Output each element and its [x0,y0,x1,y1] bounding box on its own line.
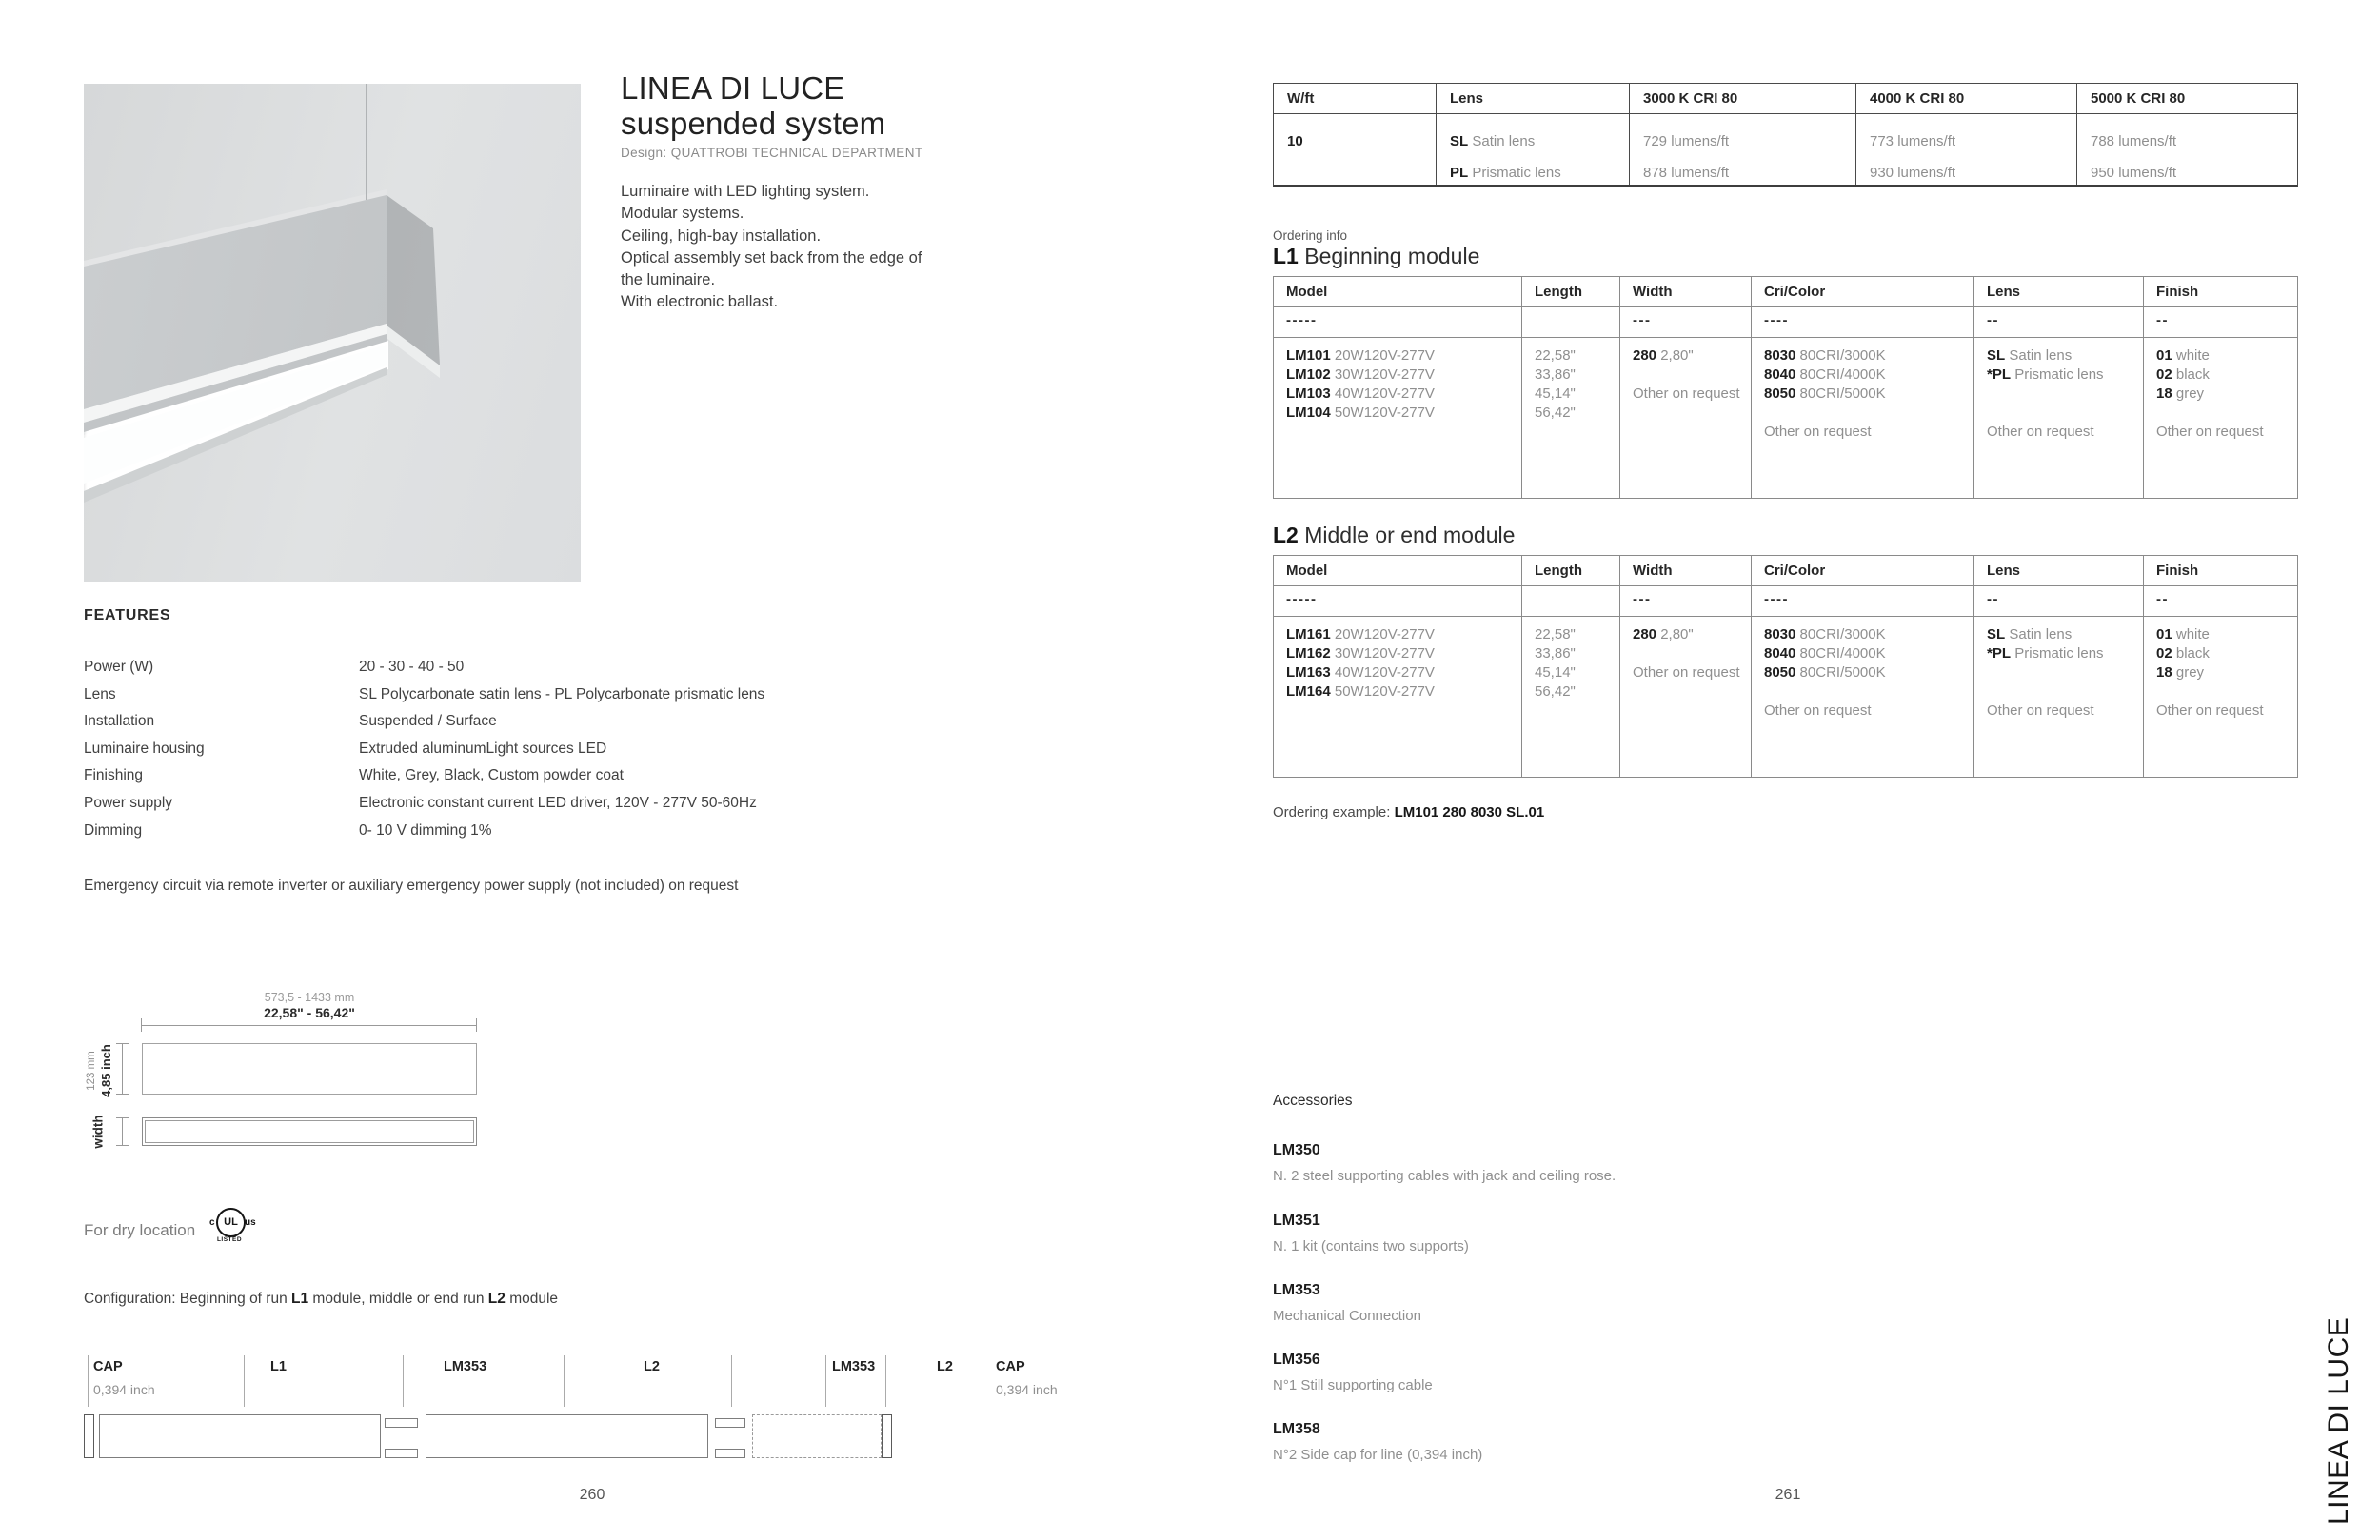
cri-color-cell: 8030 80CRI/3000K 8040 80CRI/4000K 8050 80CRI/5000K Other on request [1752,617,1974,777]
dash-cell [1522,307,1620,338]
ul-listed-text: LISTED [216,1236,243,1243]
dimension-tick [116,1043,129,1044]
width-cell: 280 2,80" Other on request [1620,617,1752,777]
config-drawing-connector [715,1449,745,1458]
ul-circle: UL [216,1208,246,1237]
ordering-example: Ordering example: LM101 280 8030 SL.01 [1273,804,1545,820]
column-header: Finish [2144,277,2297,307]
config-divider-line [885,1355,886,1407]
config-divider-line [825,1355,826,1407]
width-cell: 280 2,80" Other on request [1620,338,1752,498]
product-description [621,181,922,314]
accessory-code: LM351 [1273,1213,1320,1229]
config-drawing-module-l2 [426,1414,708,1458]
lumens-3000k-cell: 729 lumens/ft 878 lumens/ft [1630,114,1856,185]
cri-color-cell: 8030 80CRI/3000K 8040 80CRI/4000K 8050 80CRI/5000K Other on request [1752,338,1974,498]
page-number-left: 260 [579,1487,605,1503]
lens-cell [1437,114,1630,185]
description-line: With electronic ballast. [621,293,779,311]
config-cap-size-right: 0,394 inch [996,1382,1058,1397]
ul-listed-icon [209,1207,257,1249]
config-label-l1: L1 [270,1359,287,1374]
accessory-desc: N. 2 steel supporting cables with jack and ceiling rose. [1273,1168,1616,1184]
lumens-4000k-cell: 773 lumens/ft 930 lumens/ft [1856,114,2077,185]
feature-value: Suspended / Surface [359,713,497,729]
config-drawing-connector [385,1418,418,1428]
feature-label: Lens [84,686,116,702]
column-header: Lens [1974,277,2144,307]
config-divider-line [564,1355,565,1407]
dimension-line [142,1025,477,1026]
config-label-cap-left: CAP [93,1359,123,1374]
watt-cell: 10 [1274,114,1437,185]
config-label-cap-right: CAP [996,1359,1025,1374]
config-drawing-connector [385,1449,418,1458]
column-header: Finish [2144,556,2297,586]
dash-cell: ---- [1752,307,1974,338]
feature-label: Luminaire housing [84,740,205,757]
top-view-inner-frame [145,1120,474,1143]
accessory-code: LM358 [1273,1421,1320,1437]
feature-label: Installation [84,713,155,729]
dash-cell: --- [1620,307,1752,338]
ordering-info-label: Ordering info [1273,228,1348,243]
column-header: Width [1620,556,1752,586]
finish-cell: 01 white 02 black 18 grey Other on request [2156,626,2264,719]
side-vertical-title: LINEA DI LUCE [2323,1316,2354,1525]
width-dimension-line [122,1117,123,1146]
feature-value: White, Grey, Black, Custom powder coat [359,767,624,783]
feature-label: Power supply [84,795,173,811]
config-drawing-module-dashed [752,1414,882,1458]
width-dimension-label: width [90,1115,106,1149]
column-header: Lens [1974,556,2144,586]
config-divider-line [403,1355,404,1407]
column-header: Model [1274,277,1522,307]
top-view-drawing [142,1117,477,1146]
accessory-desc: N°1 Still supporting cable [1273,1377,1433,1393]
feature-value: 20 - 30 - 40 - 50 [359,659,465,675]
height-mm: 123 mm [86,1051,97,1091]
config-cap-size-left: 0,394 inch [93,1382,155,1397]
column-header: Model [1274,556,1522,586]
config-divider-line [88,1355,89,1407]
dash-cell: ----- [1274,586,1522,617]
config-label-l2-a: L2 [644,1359,660,1374]
luminaire-front-face [84,84,581,582]
dash-cell: ---- [1752,586,1974,617]
accessory-desc: N°2 Side cap for line (0,394 inch) [1273,1447,1483,1463]
emergency-note: Emergency circuit via remote inverter or auxiliary emergency power supply (not included) on request [84,878,739,894]
feature-value: 0- 10 V dimming 1% [359,822,492,839]
config-drawing-cap-right [882,1414,892,1458]
feature-label: Power (W) [84,659,154,675]
column-header: Cri/Color [1752,277,1974,307]
config-divider-line [244,1355,245,1407]
dash-cell: --- [1620,586,1752,617]
product-photo [84,84,581,582]
description-line: Luminaire with LED lighting system. [621,183,870,200]
description-line: Ceiling, high-bay installation. [621,227,822,245]
column-header: Lens [1437,84,1630,114]
column-header: Length [1522,556,1620,586]
length-dimension-inch: 22,58" - 56,42" [264,1005,355,1020]
l1-module-heading: L1 Beginning module [1273,244,1480,268]
page-number-right: 261 [1775,1487,1801,1503]
description-line: the luminaire. [621,271,716,289]
height-inch: 4,85 inch [99,1044,113,1097]
features-heading: FEATURES [84,607,171,623]
config-label-l2-b: L2 [937,1359,953,1374]
config-drawing-connector [715,1418,745,1428]
accessory-desc: N. 1 kit (contains two supports) [1273,1238,1469,1254]
lumens-5000k-cell: 788 lumens/ft 950 lumens/ft [2091,133,2177,181]
column-header: Cri/Color [1752,556,1974,586]
product-name: LINEA DI LUCE [621,70,845,106]
side-view-drawing [142,1043,477,1095]
column-header: 4000 K CRI 80 [1856,84,2077,114]
l2-ordering-table [1273,555,2298,778]
dash-cell [1522,586,1620,617]
description-line: Optical assembly set back from the edge of [621,248,922,267]
dash-cell: -- [2144,586,2297,617]
length-cell: 22,58" 33,86" 45,14" 56,42" [1522,617,1620,777]
design-credit: Design: QUATTROBI TECHNICAL DEPARTMENT [621,146,923,160]
ul-c: c [209,1217,215,1228]
accessories-heading: Accessories [1273,1093,1353,1109]
product-subtitle: suspended system [621,106,886,141]
length-cell: 22,58" 33,86" 45,14" 56,42" [1522,338,1620,498]
feature-value: Extruded aluminumLight sources LED [359,740,607,757]
configuration-note: Configuration: Beginning of run L1 module, middle or end run L2 module [84,1291,559,1307]
model-cell: LM161 20W120V-277V LM162 30W120V-277V LM163 40W120V-277V LM164 50W120V-277V [1274,617,1522,777]
accessory-code: LM350 [1273,1142,1320,1158]
suspension-cable [366,84,367,200]
config-drawing-module-l1 [99,1414,381,1458]
height-dimension-line [122,1043,123,1095]
config-label-lm353-a: LM353 [444,1359,487,1374]
l2-module-heading: L2 Middle or end module [1273,523,1516,547]
config-divider-line [731,1355,732,1407]
dimension-tick [476,1018,477,1032]
lumen-output-table [1273,83,2298,187]
ul-us: us [245,1217,256,1228]
l1-ordering-table [1273,276,2298,499]
description-line: Modular systems. [621,205,744,223]
model-cell: LM101 20W120V-277V LM102 30W120V-277V LM103 40W120V-277V LM104 50W120V-277V [1274,338,1522,498]
dry-location-note: For dry location [84,1221,196,1239]
column-header: 3000 K CRI 80 [1630,84,1856,114]
column-header: W/ft [1274,84,1437,114]
dimension-tick [141,1018,142,1032]
dimension-tick [116,1145,129,1146]
dash-cell: ----- [1274,307,1522,338]
column-header: Width [1620,277,1752,307]
lens-option: PL Prismatic lens [1450,165,1561,181]
accessory-desc: Mechanical Connection [1273,1308,1421,1324]
dash-cell: -- [1974,586,2144,617]
feature-value: Electronic constant current LED driver, 120V - 277V 50-60Hz [359,795,757,811]
config-label-lm353-b: LM353 [832,1359,876,1374]
accessory-code: LM356 [1273,1352,1320,1368]
finish-cell: 01 white 02 black 18 grey Other on request [2156,347,2264,440]
length-dimension-mm: 573,5 - 1433 mm [264,991,355,1004]
lens-option-cell: SL Satin lens *PL Prismatic lens Other on request [1974,338,2144,498]
dimension-tick [116,1094,129,1095]
dash-cell: -- [2144,307,2297,338]
accessory-code: LM353 [1273,1282,1320,1298]
dash-cell: -- [1974,307,2144,338]
feature-value: SL Polycarbonate satin lens - PL Polycarbonate prismatic lens [359,686,765,702]
column-header: 5000 K CRI 80 [2077,84,2297,114]
config-drawing-cap-left [84,1414,94,1458]
lens-option-cell: SL Satin lens *PL Prismatic lens Other on request [1974,617,2144,777]
dimension-tick [116,1117,129,1118]
column-header: Length [1522,277,1620,307]
feature-label: Dimming [84,822,143,839]
lens-option: SL Satin lens [1450,133,1536,149]
page-title [621,70,885,141]
feature-label: Finishing [84,767,144,783]
